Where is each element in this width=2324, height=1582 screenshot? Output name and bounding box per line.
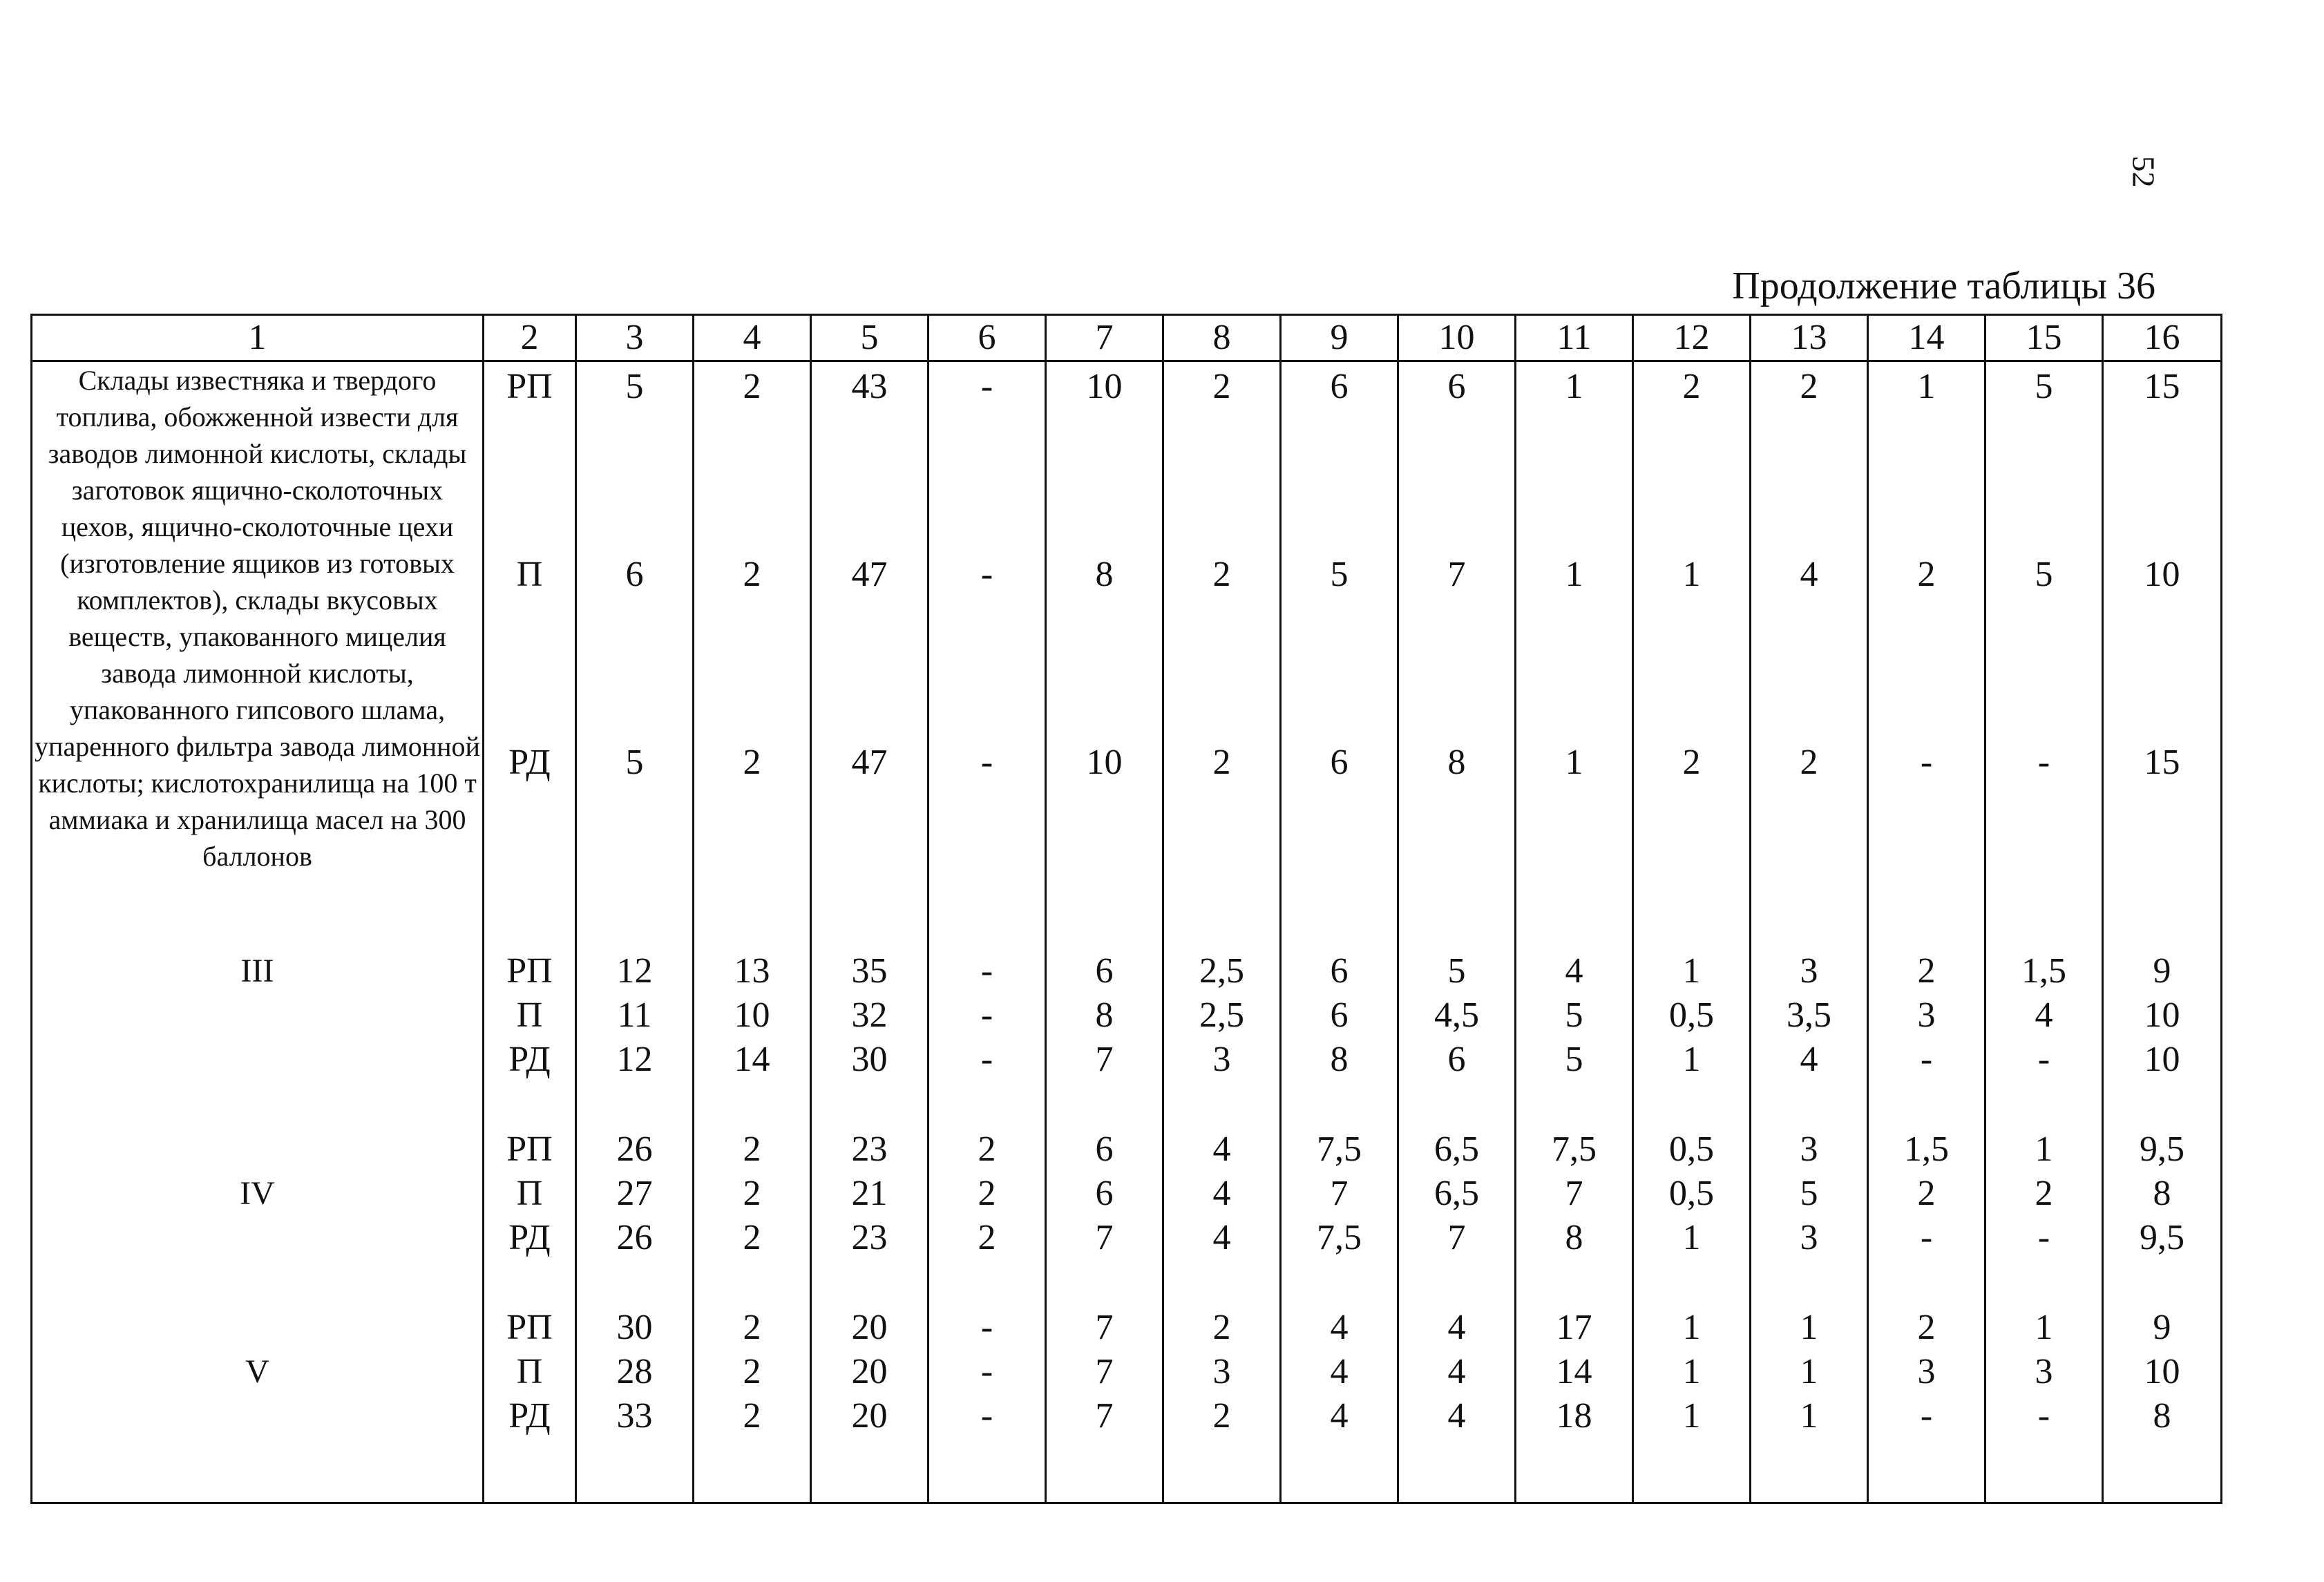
code-value: РД [508, 743, 551, 782]
cell-value: 7 [1095, 1352, 1114, 1391]
row-group-label [32, 1302, 484, 1503]
cell-value: 2 [1917, 951, 1936, 991]
cell-value: 8 [1095, 555, 1114, 594]
cell-value: 6 [1330, 951, 1349, 991]
value-cell-col-5 [811, 1302, 928, 1503]
cell-value: - [980, 951, 993, 991]
value-cell-col-4 [694, 361, 811, 946]
header-row [32, 315, 2222, 361]
cell-value: 7,5 [1317, 1130, 1362, 1169]
cell-value: 4 [1800, 555, 1818, 594]
table-row [32, 1302, 2222, 1503]
cell-value: 6,5 [1434, 1130, 1479, 1169]
cell-value: 2 [1800, 743, 1818, 782]
cell-value: 14 [734, 1040, 770, 1079]
code-value: РП [506, 1308, 553, 1347]
value-cell-col-8 [1163, 1123, 1281, 1302]
cell-value: 6 [1447, 1040, 1466, 1079]
cell-value: 2 [743, 367, 761, 406]
cell-value: 9,5 [2140, 1218, 2184, 1257]
cell-value: 6 [1330, 367, 1349, 406]
cell-value: 7,5 [1317, 1218, 1362, 1257]
cell-value: 26 [616, 1218, 653, 1257]
value-cell-col-6 [928, 945, 1046, 1123]
data-table [30, 314, 2222, 1504]
cell-value: 4 [1800, 1040, 1818, 1079]
cell-value: 3 [2035, 1352, 2053, 1391]
cell-value: 2 [743, 1218, 761, 1257]
cell-value: 1 [1682, 1218, 1701, 1257]
value-cell-col-6 [928, 1123, 1046, 1302]
value-cell-col-3 [576, 361, 694, 946]
cell-value: 5 [625, 743, 644, 782]
value-cell-col-14 [1868, 1302, 1985, 1503]
code-value: РП [506, 951, 553, 991]
column-header-12: 12 [1633, 315, 1751, 361]
value-cell-col-8 [1163, 1302, 1281, 1503]
cell-value: 0,5 [1669, 1130, 1714, 1169]
cell-value: 7,5 [1552, 1130, 1597, 1169]
cell-value: - [980, 1396, 993, 1436]
cell-value: 7 [1330, 1174, 1349, 1213]
cell-value: - [2037, 1218, 2050, 1257]
cell-value: 3 [1212, 1040, 1231, 1079]
cell-value: 1 [1565, 367, 1583, 406]
cell-value: 4 [2035, 995, 2053, 1035]
column-header-15: 15 [1985, 315, 2103, 361]
value-cell-col-7 [1046, 945, 1163, 1123]
cell-value: 23 [851, 1130, 888, 1169]
row-group-label [32, 945, 484, 1123]
cell-value: 2 [743, 1352, 761, 1391]
value-cell-col-15 [1985, 361, 2103, 946]
column-header-3: 3 [576, 315, 694, 361]
cell-value: 35 [851, 951, 888, 991]
cell-value: 1 [2035, 1130, 2053, 1169]
value-cell-col-15 [1985, 1123, 2103, 1302]
value-cell-col-11 [1516, 945, 1633, 1123]
value-cell-col-3 [576, 945, 694, 1123]
value-cell-col-10 [1398, 945, 1516, 1123]
value-cell-col-9 [1281, 361, 1398, 946]
value-cell-col-5 [811, 361, 928, 946]
cell-value: 3 [1917, 1352, 1936, 1391]
cell-value: 1 [1682, 951, 1701, 991]
cell-value: 4 [1330, 1396, 1349, 1436]
value-cell-col-12 [1633, 1123, 1751, 1302]
cell-value: 10 [2144, 995, 2180, 1035]
cell-value: 1 [1682, 1352, 1701, 1391]
value-cell-col-14 [1868, 945, 1985, 1123]
cell-value: 7 [1565, 1174, 1583, 1213]
cell-value: 4 [1447, 1308, 1466, 1347]
cell-value: 7 [1447, 555, 1466, 594]
cell-value: 4 [1212, 1174, 1231, 1213]
cell-value: 9 [2153, 951, 2171, 991]
value-cell-col-9 [1281, 1123, 1398, 1302]
code-value: РП [506, 367, 553, 406]
cell-value: - [2037, 743, 2050, 782]
cell-value: 2 [1212, 367, 1231, 406]
cell-value: 1 [2035, 1308, 2053, 1347]
column-header-14: 14 [1868, 315, 1985, 361]
cell-value: 3 [1800, 951, 1818, 991]
value-cell-col-9 [1281, 945, 1398, 1123]
cell-value: - [980, 367, 993, 406]
cell-value: 2 [743, 1174, 761, 1213]
cell-value: 12 [616, 1040, 653, 1079]
cell-value: 43 [851, 367, 888, 406]
cell-value: 1,5 [2021, 951, 2066, 991]
value-cell-col-7 [1046, 361, 1163, 946]
cell-value: 1 [1682, 1396, 1701, 1436]
cell-value: 5 [625, 367, 644, 406]
value-cell-col-15 [1985, 1302, 2103, 1503]
cell-value: 7 [1095, 1040, 1114, 1079]
cell-value: 20 [851, 1352, 888, 1391]
column-header-1: 1 [32, 315, 484, 361]
cell-value: 6 [1330, 743, 1349, 782]
cell-value: 2 [1212, 555, 1231, 594]
code-value: П [516, 1174, 543, 1213]
code-cell [484, 1302, 576, 1503]
value-cell-col-9 [1281, 1302, 1398, 1503]
cell-value: 2 [1917, 1174, 1936, 1213]
cell-value: 20 [851, 1308, 888, 1347]
cell-value: - [980, 1040, 993, 1079]
cell-value: 1 [1682, 1308, 1701, 1347]
cell-value: 28 [616, 1352, 653, 1391]
code-value: РД [508, 1218, 551, 1257]
column-header-10: 10 [1398, 315, 1516, 361]
value-cell-col-5 [811, 1123, 928, 1302]
cell-value: 1 [1800, 1308, 1818, 1347]
group-label-text: III [240, 953, 274, 989]
cell-value: 3 [1800, 1218, 1818, 1257]
cell-value: 17 [1556, 1308, 1592, 1347]
cell-value: 13 [734, 951, 770, 991]
code-value: РД [508, 1040, 551, 1079]
group-label-text: IV [240, 1175, 275, 1212]
cell-value: - [1920, 1218, 1933, 1257]
column-header-2: 2 [484, 315, 576, 361]
cell-value: 14 [1556, 1352, 1592, 1391]
cell-value: 18 [1556, 1396, 1592, 1436]
value-cell-col-7 [1046, 1302, 1163, 1503]
cell-value: 8 [2153, 1396, 2171, 1436]
cell-value: 8 [1330, 1040, 1349, 1079]
cell-value: 2 [743, 555, 761, 594]
cell-value: 9,5 [2140, 1130, 2184, 1169]
cell-value: 30 [616, 1308, 653, 1347]
column-header-16: 16 [2103, 315, 2222, 361]
cell-value: 6 [1447, 367, 1466, 406]
cell-value: 9 [2153, 1308, 2171, 1347]
cell-value: - [980, 1308, 993, 1347]
value-cell-col-12 [1633, 945, 1751, 1123]
cell-value: 4 [1565, 951, 1583, 991]
column-header-8: 8 [1163, 315, 1281, 361]
cell-value: 21 [851, 1174, 888, 1213]
cell-value: 12 [616, 951, 653, 991]
cell-value: 2 [743, 1396, 761, 1436]
cell-value: 1 [1565, 743, 1583, 782]
cell-value: 2 [978, 1218, 996, 1257]
value-cell-col-10 [1398, 361, 1516, 946]
cell-value: - [2037, 1040, 2050, 1079]
code-value: РД [508, 1396, 551, 1436]
cell-value: 26 [616, 1130, 653, 1169]
cell-value: 1,5 [1904, 1130, 1949, 1169]
column-header-5: 5 [811, 315, 928, 361]
cell-value: 1 [1565, 555, 1583, 594]
cell-value: 4 [1212, 1130, 1231, 1169]
cell-value: 5 [1330, 555, 1349, 594]
column-header-4: 4 [694, 315, 811, 361]
cell-value: 8 [2153, 1174, 2171, 1213]
cell-value: 6 [625, 555, 644, 594]
value-cell-col-10 [1398, 1302, 1516, 1503]
value-cell-col-12 [1633, 361, 1751, 946]
cell-value: 10 [2144, 1352, 2180, 1391]
row-description: Склады известняка и твердого топлива, обожженной извести для заводов лимонной кислоты, склады заготовок ящично-сколоточных цехов, ящично-сколоточные цехи (изготовление ящиков из готовых комплектов), склады вкусовых веществ, упакованного мицелия завода лимонной кислоты, упакованного гипсового шлама, упаренного фильтра завода лимонной кислоты; кислотохранилища на 100 т аммиака и хранилища масел на 300 баллонов [32, 361, 484, 946]
cell-value: 7 [1095, 1308, 1114, 1347]
value-cell-col-11 [1516, 1302, 1633, 1503]
value-cell-col-13 [1751, 361, 1868, 946]
value-cell-col-16 [2103, 1123, 2222, 1302]
column-header-9: 9 [1281, 315, 1398, 361]
cell-value: 10 [2144, 555, 2180, 594]
cell-value: 8 [1565, 1218, 1583, 1257]
value-cell-col-5 [811, 945, 928, 1123]
cell-value: 30 [851, 1040, 888, 1079]
cell-value: 2 [1682, 367, 1701, 406]
cell-value: 3 [1800, 1130, 1818, 1169]
cell-value: 2 [743, 1308, 761, 1347]
code-cell [484, 945, 576, 1123]
code-value: П [516, 995, 543, 1035]
cell-value: 2 [978, 1130, 996, 1169]
cell-value: 2 [1212, 1308, 1231, 1347]
cell-value: 4 [1330, 1352, 1349, 1391]
value-cell-col-13 [1751, 945, 1868, 1123]
cell-value: 4 [1330, 1308, 1349, 1347]
value-cell-col-4 [694, 1302, 811, 1503]
value-cell-col-14 [1868, 1123, 1985, 1302]
cell-value: 6 [1095, 951, 1114, 991]
cell-value: 6 [1095, 1130, 1114, 1169]
value-cell-col-12 [1633, 1302, 1751, 1503]
cell-value: 27 [616, 1174, 653, 1213]
cell-value: 2 [1800, 367, 1818, 406]
cell-value: 2 [2035, 1174, 2053, 1213]
column-header-13: 13 [1751, 315, 1868, 361]
cell-value: - [1920, 743, 1933, 782]
cell-value: 5 [2035, 367, 2053, 406]
cell-value: 2 [743, 1130, 761, 1169]
cell-value: - [1920, 1040, 1933, 1079]
table-row [32, 361, 2222, 946]
value-cell-col-11 [1516, 1123, 1633, 1302]
cell-value: 15 [2144, 367, 2180, 406]
value-cell-col-11 [1516, 361, 1633, 946]
cell-value: 47 [851, 743, 888, 782]
cell-value: 2 [1917, 555, 1936, 594]
value-cell-col-13 [1751, 1302, 1868, 1503]
cell-value: 4 [1447, 1352, 1466, 1391]
value-cell-col-4 [694, 945, 811, 1123]
column-header-11: 11 [1516, 315, 1633, 361]
cell-value: 5 [1565, 1040, 1583, 1079]
cell-value: 2 [1682, 743, 1701, 782]
code-cell [484, 361, 576, 946]
value-cell-col-14 [1868, 361, 1985, 946]
cell-value: 4,5 [1434, 995, 1479, 1035]
cell-value: 7 [1095, 1218, 1114, 1257]
cell-value: 2 [1917, 1308, 1936, 1347]
cell-value: 2,5 [1199, 995, 1244, 1035]
value-cell-col-3 [576, 1123, 694, 1302]
cell-value: 8 [1447, 743, 1466, 782]
value-cell-col-3 [576, 1302, 694, 1503]
cell-value: 0,5 [1669, 995, 1714, 1035]
value-cell-col-10 [1398, 1123, 1516, 1302]
cell-value: 47 [851, 555, 888, 594]
cell-value: 5 [1447, 951, 1466, 991]
code-value: П [516, 555, 543, 594]
cell-value: - [980, 555, 993, 594]
cell-value: 3 [1917, 995, 1936, 1035]
value-cell-col-7 [1046, 1123, 1163, 1302]
code-cell [484, 1123, 576, 1302]
code-value: П [516, 1352, 543, 1391]
cell-value: 3 [1212, 1352, 1231, 1391]
cell-value: 2 [1212, 743, 1231, 782]
value-cell-col-16 [2103, 1302, 2222, 1503]
value-cell-col-8 [1163, 361, 1281, 946]
cell-value: - [980, 743, 993, 782]
cell-value: 5 [1800, 1174, 1818, 1213]
cell-value: 10 [734, 995, 770, 1035]
cell-value: 1 [1800, 1352, 1818, 1391]
cell-value: - [2037, 1396, 2050, 1436]
cell-value: 23 [851, 1218, 888, 1257]
cell-value: 6 [1095, 1174, 1114, 1213]
cell-value: - [1920, 1396, 1933, 1436]
value-cell-col-16 [2103, 361, 2222, 946]
cell-value: 2 [743, 743, 761, 782]
code-value: РП [506, 1130, 553, 1169]
cell-value: 2 [1212, 1396, 1231, 1436]
cell-value: 10 [2144, 1040, 2180, 1079]
cell-value: 4 [1447, 1396, 1466, 1436]
cell-value: 7 [1447, 1218, 1466, 1257]
table-row [32, 945, 2222, 1123]
cell-value: 5 [2035, 555, 2053, 594]
value-cell-col-6 [928, 1302, 1046, 1503]
cell-value: 2,5 [1199, 951, 1244, 991]
cell-value: - [980, 995, 993, 1035]
cell-value: 6,5 [1434, 1174, 1479, 1213]
row-group-label [32, 1123, 484, 1302]
value-cell-col-16 [2103, 945, 2222, 1123]
column-header-6: 6 [928, 315, 1046, 361]
cell-value: 7 [1095, 1396, 1114, 1436]
cell-value: 0,5 [1669, 1174, 1714, 1213]
column-header-7: 7 [1046, 315, 1163, 361]
cell-value: 2 [978, 1174, 996, 1213]
cell-value: 1 [1682, 555, 1701, 594]
cell-value: - [980, 1352, 993, 1391]
cell-value: 33 [616, 1396, 653, 1436]
cell-value: 1 [1682, 1040, 1701, 1079]
cell-value: 10 [1086, 743, 1123, 782]
cell-value: 15 [2144, 743, 2180, 782]
value-cell-col-15 [1985, 945, 2103, 1123]
table-row [32, 1123, 2222, 1302]
cell-value: 4 [1212, 1218, 1231, 1257]
cell-value: 8 [1095, 995, 1114, 1035]
cell-value: 1 [1917, 367, 1936, 406]
table-caption: Продолжение таблицы 36 [1732, 265, 2155, 307]
cell-value: 5 [1565, 995, 1583, 1035]
value-cell-col-8 [1163, 945, 1281, 1123]
page-number: 52 [2126, 155, 2162, 188]
cell-value: 11 [617, 995, 652, 1035]
cell-value: 10 [1086, 367, 1123, 406]
cell-value: 1 [1800, 1396, 1818, 1436]
value-cell-col-4 [694, 1123, 811, 1302]
value-cell-col-6 [928, 361, 1046, 946]
value-cell-col-13 [1751, 1123, 1868, 1302]
cell-value: 6 [1330, 995, 1349, 1035]
cell-value: 32 [851, 995, 888, 1035]
cell-value: 3,5 [1787, 995, 1831, 1035]
cell-value: 20 [851, 1396, 888, 1436]
group-label-text: V [245, 1353, 269, 1390]
